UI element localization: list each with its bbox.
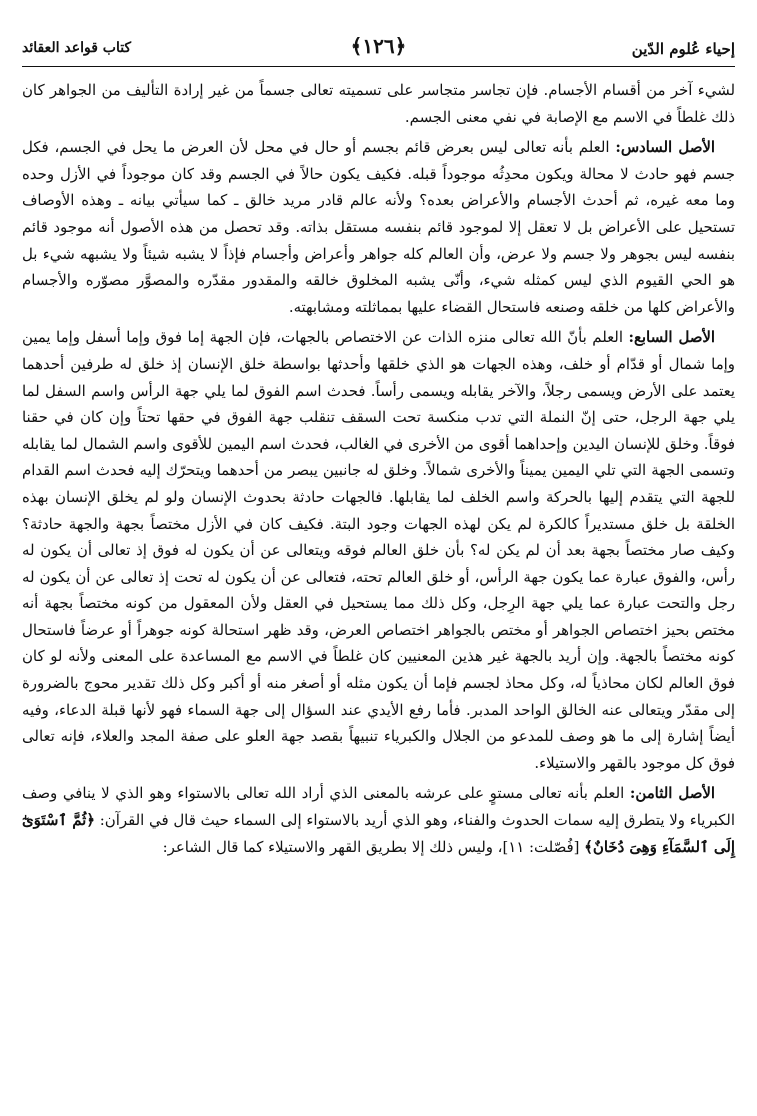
book-title: إحياء عُلوم الدّين (631, 40, 735, 58)
paragraph-seventh-principle (22, 324, 735, 776)
paragraph-text: العلم بأنه تعالى مستوٍ على عرشه بالمعنى الذي أراد الله تعالى بالاستواء وهو الذي لا ينافي وصف الكبرياء ولا يتطرق إليه سمات الحدوث والفناء، وهو الذي أريد بالاستواء إلى السماء حيث قال في القرآن: (22, 784, 735, 830)
quran-verse: ﴿ثُمَّ ٱسْتَوَىٰٓ إِلَى ٱلسَّمَآءِ وَهِىَ دُخَانٌ﴾ (22, 811, 735, 856)
page-header (22, 26, 735, 67)
page-number: ﴿١٢٦﴾ (350, 34, 407, 58)
paragraph-heading: الأصل السابع: (628, 328, 716, 347)
paragraph-text: العلم بأنّ الله تعالى منزه الذات عن الاختصاص بالجهات، فإن الجهة إما فوق وإما أسفل وإما يمين وإما شمال أو قدّام أو خلف، وهذه الجهات هو الذي خلقها وأحدثها بواسطة خلق الإنسان إذ خلق له طرفين أحدهما يعتمد على الأرض ويسمى رجلاً، والآخر يقابله ويسمى رأساً. فحدث اسم الفوق لما يلي جهة الرأس واسم السفل لما يلي جهة الرجل، حتى إنّ النملة التي تدب منكسة تحت السقف تنقلب جهة الفوق في حقها تحتاً وإن كان في حقنا فوقاً. وخلق للإنسان اليدين وإحداهما أقوى من الأخرى في الغالب، فحدث اسم اليمين للأقوى واسم الشمال لما يقابله وتسمى الجهة التي تلي اليمين يميناً والأخرى شمالاً. وخلق له جانبين يبصر من أحدهما ويتحرّك إليه فحدث اسم القدام للجهة التي يتقدم إليها بالحركة واسم الخلف لما يقابلها. فالجهات حادثة بحدوث الإنسان ولو لم يخلق الإنسان بهذه الخلقة بل خلق مستديراً كالكرة لم يكن لهذه الجهات وجود البتة. فكيف كان في الأزل مختصاً بجهة والجهة حادثة؟ وكيف صار مختصاً بجهة بعد أن لم يكن له؟ بأن خلق العالم فوقه ويتعالى عن أن يكون له فوق إذ تعالى أن يكون له رأس، والفوق عبارة عما يكون جهة الرأس، أو خلق العالم تحته، فتعالى عن أن يكون له تحت إذ تعالى عن أن يكون له رجل والتحت عبارة عما يلي جهة الرِجل، وكل ذلك مما يستحيل في العقل ولأن المعقول من كونه مختصاً بجهة أنه مختص بحيز اختصاص الجواهر أو مختص بالجواهر اختصاص العرض، وقد ظهر استحالة كونه جوهراً أو عرضاً فاستحال كونه مختصاً بالجهة. وإن أريد بالجهة غير هذين المعنيين كان غلطاً في الاسم مع المساعدة على المعنى ولأنه لو كان فوق العالم لكان محاذياً له، وكل محاذ لجسم فإما أن يكون مثله أو أصغر منه أو أكبر وكل ذلك تقدير محوج بالضرورة إلى مقدّر ويتعالى عنه الخالق الواحد المدبر. فأما رفع الأيدي عند السؤال إلى جهة السماء فهو لأنها قبلة الدعاء، وفيه أيضاً إشارة إلى ما هو وصف للمدعو من الجلال والكبرياء تنبيهاً بقصد جهة العلو على صفة المجد والعلاء، فإنه تعالى فوق كل موجود بالقهر والاستيلاء. (22, 328, 735, 772)
paragraph-text-continued: [فُصّلت: ١١]، وليس ذلك إلا بطريق القهر والاستيلاء كما قال الشاعر: (162, 837, 585, 856)
paragraph-text: العلم بأنه تعالى ليس بعرض قائم بجسم أو حال في محل لأن العرض ما يحل في الجسم، فكل جسم فهو حادث لا محالة ويكون محدِثُه موجوداً قبله. فكيف يكون حالاً في الجسم وقد كان موجوداً في الأزل وحده وما معه غيره، ثم أحدث الأجسام والأعراض بعده؟ ولأنه عالم قادر مريد خالق ـ كما سيأتي بيانه ـ وهذه الأوصاف تستحيل على الأعراض بل لا تعقل إلا لموجود قائم بنفسه مستقل بذاته. وقد تحصل من هذه الأصول أنه موجود قائم بنفسه ليس بجوهر ولا جسم ولا عرض، وأن العالم كله جواهر وأعراض وأجسام فإذاً لا يشبه شيئاً ولا يشبهه شيء بل هو الحي القيوم الذي ليس كمثله شيء، وأنّى يشبه المخلوق خالقه والمقدور مقدّره والمصوَّر مصوّره والأجسام والأعراض كلها من خلقه وصنعه فاستحال القضاء عليها بمماثلته ومشابهته. (22, 138, 735, 316)
paragraph-heading: الأصل السادس: (615, 138, 715, 157)
paragraph-eighth-principle (22, 780, 735, 860)
document-page (22, 26, 735, 1106)
paragraph-heading: الأصل الثامن: (629, 784, 715, 803)
paragraph-text: لشيء آخر من أقسام الأجسام. فإن تجاسر متجاسر على تسميته تعالى جسماً من غير إرادة التأليف من الجواهر كان ذلك غلطاً في الاسم مع الإصابة في نفي معنى الجسم. (22, 81, 735, 126)
paragraph-sixth-principle (22, 134, 735, 320)
page-body (22, 67, 735, 860)
chapter-title: كتاب قواعد العقائد (22, 40, 132, 56)
paragraph-continuation (22, 77, 735, 130)
